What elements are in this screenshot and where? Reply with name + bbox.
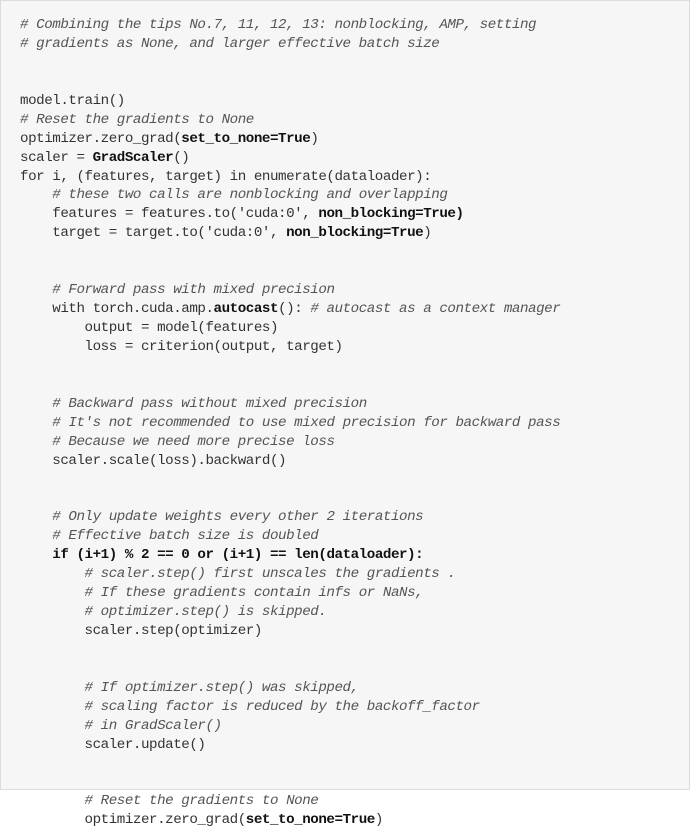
blank-line [20, 73, 560, 92]
code-comment: # Effective batch size is doubled [52, 528, 319, 545]
blank-line [20, 357, 560, 376]
code-comment: # in GradScaler() [84, 717, 222, 734]
blank-line [20, 641, 560, 660]
code-text [20, 793, 85, 809]
code-line [20, 111, 560, 130]
code-text [20, 187, 52, 203]
code-line [20, 736, 560, 755]
code-text [20, 509, 52, 525]
code-highlight: non_blocking=True) [318, 206, 464, 223]
code-comment: # Reset the gradients to None [20, 111, 254, 128]
code-line [20, 281, 560, 300]
code-comment: # optimizer.step() is skipped. [84, 604, 327, 621]
blank-line [20, 376, 560, 395]
code-line [20, 717, 560, 736]
code-line [20, 508, 560, 527]
code-text: loss = criterion(output, target) [20, 338, 343, 355]
code-text: scaler = [20, 149, 93, 166]
code-comment: # Backward pass without mixed precision [52, 395, 367, 412]
code-comment: # Because we need more precise loss [52, 433, 335, 450]
code-line [20, 811, 560, 830]
blank-line [20, 471, 560, 490]
code-text: features = features.to('cuda:0', [20, 206, 319, 223]
code-line [20, 205, 560, 224]
code-highlight: non_blocking=True [286, 225, 424, 242]
code-line [20, 584, 560, 603]
code-text: target = target.to('cuda:0', [20, 225, 287, 242]
code-text [20, 528, 52, 544]
code-comment: # If these gradients contain infs or NaNs, [84, 585, 424, 602]
code-comment: # It's not recommended to use mixed precision for backward pass [52, 414, 561, 431]
code-text: ) [374, 812, 383, 829]
code-text [20, 680, 85, 696]
code-text [20, 434, 52, 450]
code-text [20, 718, 85, 734]
blank-line [20, 54, 560, 73]
code-comment: # these two calls are nonblocking and overlapping [52, 187, 448, 204]
code-text [20, 585, 85, 601]
code-line [20, 433, 560, 452]
code-line [20, 546, 560, 565]
code-line [20, 224, 560, 243]
blank-line [20, 660, 560, 679]
blank-line [20, 243, 560, 262]
blank-line [20, 774, 560, 793]
code-line [20, 603, 560, 622]
code-line [20, 186, 560, 205]
code-line [20, 414, 560, 433]
code-text [20, 604, 85, 620]
code-highlight: GradScaler [92, 149, 174, 166]
code-line [20, 452, 560, 471]
code-text: (): [278, 301, 311, 318]
code-text: scaler.update() [20, 736, 206, 753]
code-text: ) [310, 130, 319, 147]
code-highlight: set_to_none=True [181, 130, 311, 147]
code-line [20, 130, 560, 149]
code-text [20, 396, 52, 412]
code-comment: # Reset the gradients to None [84, 793, 319, 810]
code-text: optimizer.zero_grad( [20, 130, 182, 147]
code-text [20, 547, 52, 563]
code-comment: # scaler.step() first unscales the gradients . [84, 566, 456, 583]
code-line [20, 168, 560, 187]
code-text: scaler.scale(loss).backward() [20, 452, 287, 469]
code-highlight: set_to_none=True [245, 812, 375, 829]
code-line [20, 35, 560, 54]
code-comment: # Combining the tips No.7, 11, 12, 13: nonblocking, AMP, setting [20, 17, 537, 33]
code-line [20, 338, 560, 357]
code-line [20, 16, 560, 35]
code-comment: # If optimizer.step() was skipped, [84, 679, 359, 696]
code-comment: # scaling factor is reduced by the backoff_factor [84, 698, 480, 715]
code-highlight: autocast [213, 301, 279, 318]
code-comment: # gradients as None, and larger effective batch size [20, 35, 440, 52]
code-text: ) [423, 225, 432, 242]
code-text: output = model(features) [20, 320, 279, 336]
code-text: for i, (features, target) in enumerate(dataloader): [20, 168, 432, 185]
code-line [20, 149, 560, 168]
code-text: optimizer.zero_grad( [20, 812, 246, 829]
code-text: scaler.step(optimizer) [20, 623, 262, 639]
code-text: model.train() [20, 92, 125, 109]
code-line [20, 92, 560, 111]
code-text [20, 282, 52, 298]
code-comment: # Forward pass with mixed precision [52, 282, 335, 299]
code-line [20, 565, 560, 584]
code-line [20, 792, 560, 811]
code-comment: # Only update weights every other 2 iterations [52, 509, 424, 526]
code-text [20, 566, 85, 582]
code-text [20, 415, 52, 431]
code-line [20, 527, 560, 546]
code-text [20, 699, 85, 715]
blank-line [20, 755, 560, 774]
blank-line [20, 262, 560, 281]
code-text: with torch.cuda.amp. [20, 301, 214, 318]
code-highlight: if (i+1) % 2 == 0 or (i+1) == len(dataloader): [52, 547, 424, 564]
code-line [20, 395, 560, 414]
code-line [20, 300, 560, 319]
blank-line [20, 489, 560, 508]
code-text: () [173, 149, 190, 166]
code-line [20, 622, 560, 641]
code-line [20, 679, 560, 698]
code-line [20, 698, 560, 717]
code-comment: # autocast as a context manager [310, 301, 561, 318]
code-lines [20, 16, 560, 830]
code-line [20, 319, 560, 338]
